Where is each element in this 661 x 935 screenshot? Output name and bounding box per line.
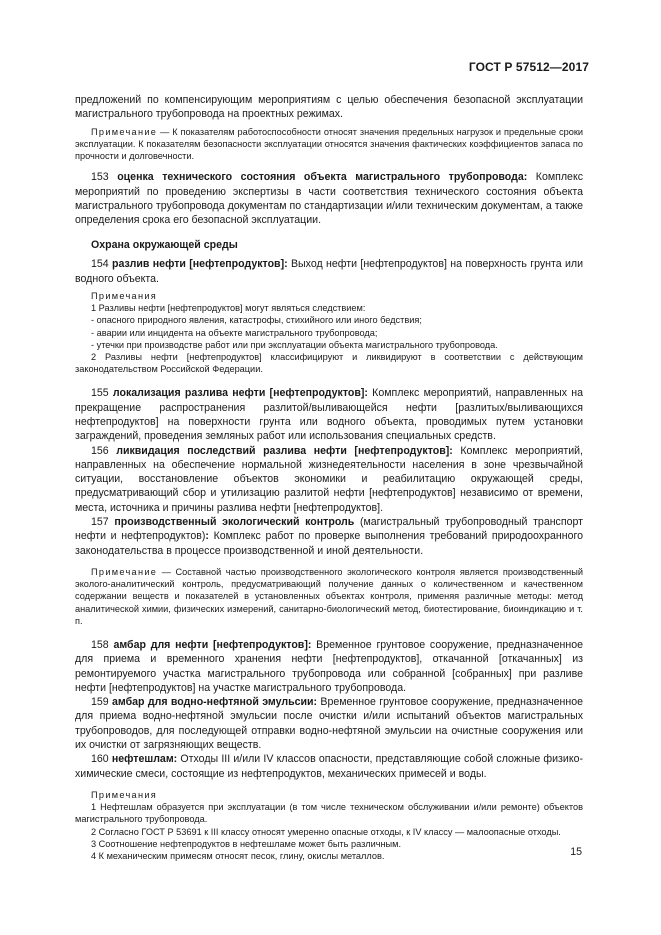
section-heading: Охрана окружающей среды bbox=[91, 239, 238, 252]
term-160 bbox=[75, 752, 583, 781]
term-name: ликвидация последствий разлива нефти [нефтепродуктов]: bbox=[116, 444, 453, 457]
note-item: 3 Соотношение нефтепродуктов в нефтешламе может быть различным. bbox=[91, 838, 402, 849]
term-number: 158 bbox=[91, 638, 114, 651]
term-name: амбар для нефти [нефтепродуктов]: bbox=[113, 638, 312, 651]
term-definition: Комплекс мероприятий, направленных на прекращение распространения разлитой/выливающейся нефти [разлитых/выливающихся нефтепродуктов] на поверхности грунта или водного объекта, проводимых путем установки заграждений, проведения земляных работ или использования специальных средств. bbox=[75, 387, 583, 443]
term-name: нефтешлам: bbox=[111, 753, 178, 766]
note-label: Примечание bbox=[91, 126, 158, 137]
note-block bbox=[75, 126, 583, 163]
term-number: 160 bbox=[91, 753, 112, 766]
notes-label: Примечания bbox=[91, 290, 158, 301]
term-number: 153 bbox=[91, 171, 118, 184]
notes-label: Примечания bbox=[91, 789, 158, 800]
note-item: 2 Согласно ГОСТ Р 53691 к III классу относят умеренно опасные отходы, к IV классу — малоопасные отходы. bbox=[91, 826, 561, 837]
note-text: — Составной частью производственного экологического контроля является производственный эколого-аналитический контроль, предусматривающий получение данных о количественном и качественном содержании веществ и показателей в установленных объектах контроля, применяя различные методы: метод аналитической химии, физических измерений, санитарно-биологический метод, биотестирование, биоиндикацию и т. п. bbox=[75, 566, 583, 626]
term-157 bbox=[75, 515, 583, 558]
term-definition: Отходы III и/или IV классов опасности, представляющие собой сложные физико-химические смеси, состоящие из нефтепродуктов, механических примесей и воды. bbox=[75, 753, 583, 780]
term-153 bbox=[75, 170, 583, 227]
term-name: амбар для водно-нефтяной эмульсии: bbox=[112, 696, 318, 709]
term-number: 157 bbox=[91, 516, 115, 529]
note-block bbox=[75, 566, 583, 627]
term-definition: Выход нефти [нефтепродуктов] на поверхность грунта или водного объекта. bbox=[75, 258, 584, 285]
term-name: разлив нефти [нефтепродуктов]: bbox=[112, 258, 288, 271]
term-definition: Временное грунтовое сооружение, предназначенное для приема и временного хранения нефти [нефтепродуктов], откачанной [откачанных] из ремонтируемого участка магистрального трубопровода или собранной [собранных] при разливе нефти [нефтепродуктов] на участке магистрального трубопровода. bbox=[75, 638, 584, 694]
note-bullet: - утечки при производстве работ или при эксплуатации объекта магистрального трубопровода. bbox=[91, 339, 498, 350]
term-number: 154 bbox=[91, 258, 113, 271]
term-156 bbox=[75, 444, 583, 515]
term-number: 156 bbox=[91, 444, 117, 457]
note-bullet: - аварии или инцидента на объекте магистрального трубопровода; bbox=[91, 327, 378, 338]
term-definition: Комплекс мероприятий, направленных на обеспечение нормальной жизнедеятельности населения в зоне чрезвычайной ситуации, восстановление объектов экономики и реабилитацию окружающей среды, предусматривающий сбор и утилизацию разлитой нефти [нефтепродуктов] независимо от времени, места, источника и причины разлива нефти [нефтепродуктов]. bbox=[75, 444, 583, 514]
term-qualifier: (магистральный трубопроводный транспорт нефти и нефтепродуктов) bbox=[75, 516, 583, 543]
term-number: 155 bbox=[91, 387, 113, 400]
page-number: 15 bbox=[570, 846, 582, 858]
term-number: 159 bbox=[91, 696, 113, 709]
term-name: оценка технического состояния объекта магистрального трубопровода: bbox=[117, 171, 528, 184]
term-definition: Комплекс работ по проверке выполнения требований природоохранного законодательства в процессе производственной и иной деятельности. bbox=[75, 530, 583, 557]
term-159 bbox=[75, 695, 583, 752]
term-name: производственный экологический контроль bbox=[114, 516, 355, 529]
page-content bbox=[75, 93, 583, 862]
note-text: — К показателям работоспособности относят значения предельных нагрузок и предельные сроки эксплуатации. К показателям безопасности эксплуатации относятся значения фактических коэффициентов запаса по прочности и долговечности. bbox=[75, 126, 583, 161]
term-definition: Временное грунтовое сооружение, предназначенное для приема водно-нефтяной эмульсии после очистки и/или испытаний объектов магистральных трубопроводов, для последующей отправки водно-нефтяной эмульсии на очистные сооружения или их очистки от загрязняющих веществ. bbox=[75, 696, 583, 752]
note-item: 4 К механическим примесям относят песок, глину, окислы металлов. bbox=[91, 850, 385, 861]
note-item: 2 Разливы нефти [нефтепродуктов] классифицируют и ликвидируют в соответствии с действующим законодательством Российской Федерации. bbox=[75, 352, 583, 375]
note-item: 1 Разливы нефти [нефтепродуктов] могут являться следствием: bbox=[91, 303, 366, 314]
note-item: 1 Нефтешлам образуется при эксплуатации (в том числе техническом обслуживании и/или ремонте) объектов магистрального трубопровода. bbox=[75, 802, 583, 825]
note-label: Примечание bbox=[91, 566, 158, 577]
term-154 bbox=[75, 257, 583, 286]
term-definition: Комплекс мероприятий по проведению экспертизы в части соответствия технического состояния объекта магистрального трубопровода документам по стандартизации и/или техническим документам, а также определения срока его безопасной эксплуатации. bbox=[75, 171, 583, 227]
note-bullet: - опасного природного явления, катастрофы, стихийного или иного бедствия; bbox=[91, 315, 422, 326]
document-code: ГОСТ Р 57512—2017 bbox=[468, 60, 589, 74]
term-155 bbox=[75, 386, 583, 443]
term-158 bbox=[75, 638, 583, 695]
term-colon: : bbox=[205, 530, 209, 543]
continuation-paragraph: предложений по компенсирующим мероприятиям с целью обеспечения безопасной эксплуатации магистрального трубопровода на проектных режимах. bbox=[75, 94, 583, 121]
term-name: локализация разлива нефти [нефтепродуктов]: bbox=[112, 387, 368, 400]
